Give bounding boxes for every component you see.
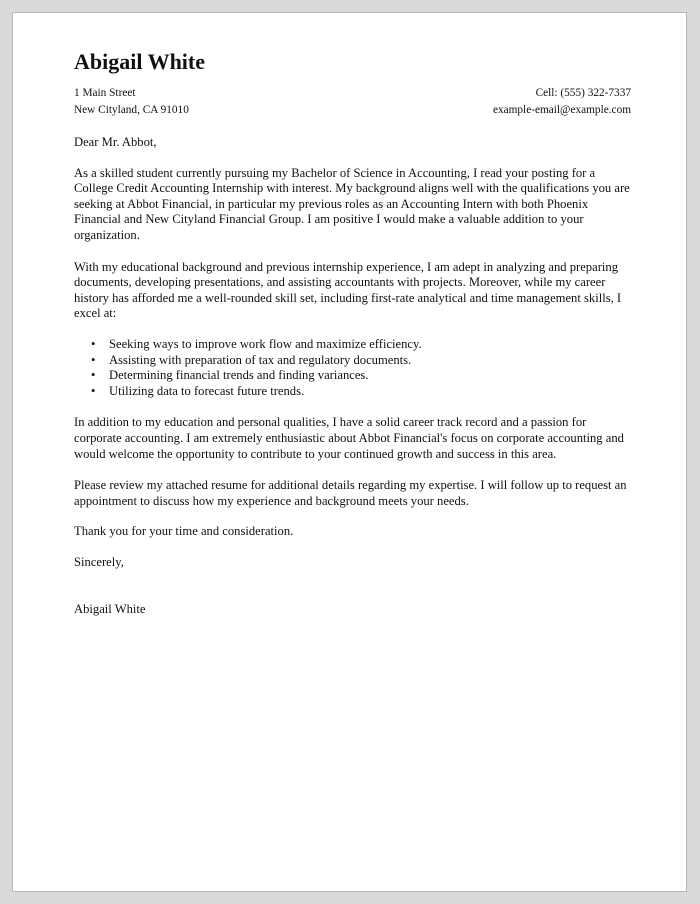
list-item bbox=[91, 383, 631, 400]
salutation: Dear Mr. Abbot, bbox=[74, 135, 157, 149]
bullet-icon: • bbox=[91, 352, 96, 367]
bullet-icon: • bbox=[91, 368, 96, 383]
bullet-icon: • bbox=[91, 336, 96, 351]
paragraph-4: Please review my attached resume for additional details regarding my expertise. I will follow up to request an appointment to discuss how my experience and background meets your needs. bbox=[74, 478, 627, 508]
letter-content bbox=[74, 49, 631, 618]
list-item-text: Utilizing data to forecast future trends. bbox=[109, 383, 305, 398]
address-line-2: New Cityland, CA 91010 bbox=[74, 104, 189, 116]
contact-row-2 bbox=[74, 102, 631, 119]
list-item bbox=[91, 336, 631, 353]
list-item bbox=[91, 352, 631, 369]
sender-name: Abigail White bbox=[74, 49, 206, 74]
paragraph-3: In addition to my education and personal qualities, I have a solid career track record and a passion for corporate accounting. I am extremely enthusiastic about Abbot Financial's focus on corporate accounting and would welcome the opportunity to contribute to your continued growth and success in this area. bbox=[74, 415, 624, 461]
skills-list bbox=[74, 337, 631, 399]
email-address: example-email@example.com bbox=[492, 104, 631, 116]
closing-thanks: Thank you for your time and consideration. bbox=[74, 524, 294, 539]
paragraph-1: As a skilled student currently pursuing my Bachelor of Science in Accounting, I read your posting for a College Credit Accounting Internship with interest. My background aligns well with the qualifications you are seeking at Abbot Financial, in particular my previous roles as an Accounting Intern with both Phoenix Financial and New Cityland Financial Group. I am positive I would make a valuable addition to your organization. bbox=[74, 165, 630, 242]
list-item-text: Seeking ways to improve work flow and maximize efficiency. bbox=[109, 336, 422, 351]
list-item bbox=[91, 368, 631, 384]
contact-block bbox=[74, 85, 631, 119]
sign-off: Sincerely, bbox=[74, 554, 124, 569]
address-line-1: 1 Main Street bbox=[74, 87, 136, 99]
signature-name: Abigail White bbox=[74, 602, 146, 617]
letter-page bbox=[12, 12, 687, 892]
contact-row-1 bbox=[74, 85, 631, 102]
bullet-icon: • bbox=[91, 383, 96, 398]
list-item-text: Determining financial trends and finding variances. bbox=[109, 368, 369, 383]
list-item-text: Assisting with preparation of tax and regulatory documents. bbox=[109, 352, 412, 367]
letter-body bbox=[74, 135, 631, 618]
paragraph-2: With my educational background and previous internship experience, I am adept in analyzing and preparing documents, developing presentations, and assisting accountants with projects. Moreover, while my career history has afforded me a well-rounded skill set, including first-rate analytical and time management skills, I excel at: bbox=[74, 259, 622, 321]
cell-phone: Cell: (555) 322-7337 bbox=[535, 87, 631, 99]
